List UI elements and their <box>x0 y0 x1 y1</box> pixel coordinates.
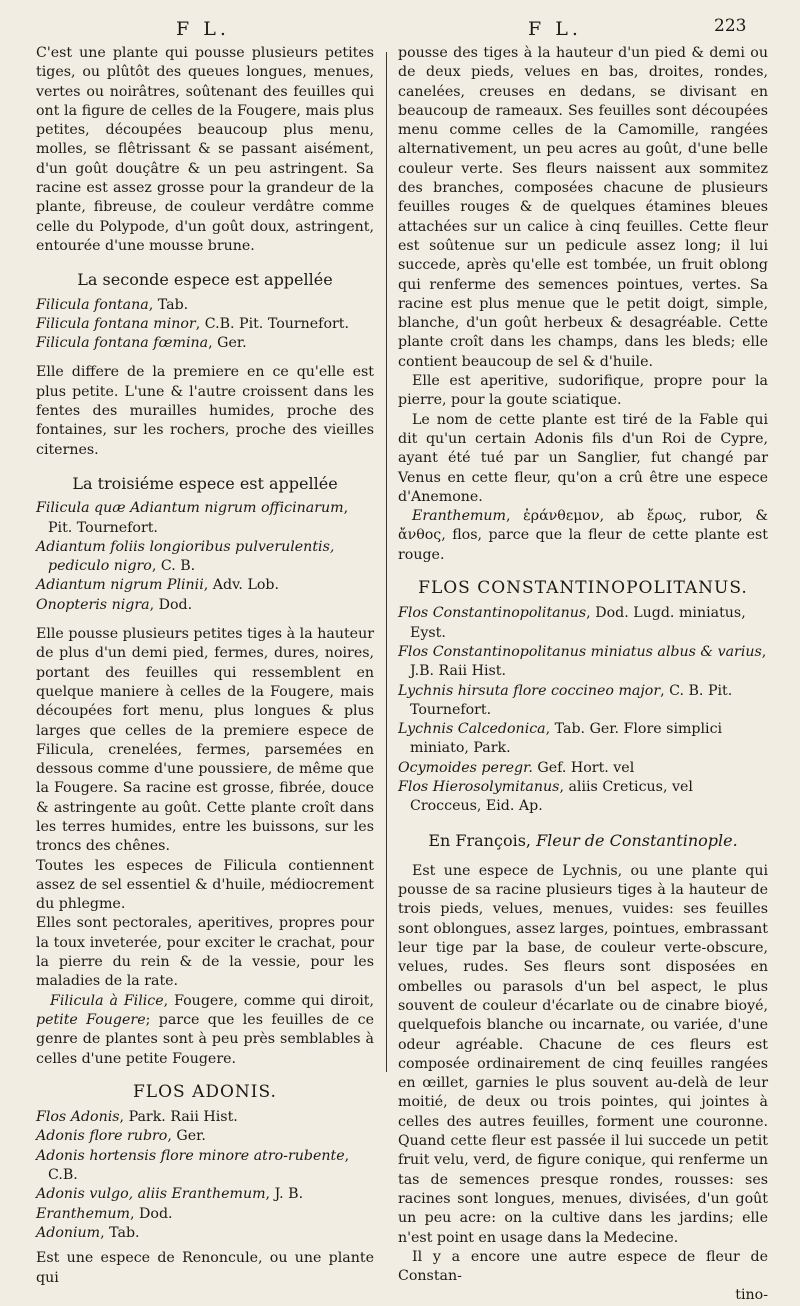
left-column <box>36 44 374 1288</box>
synonym-entry: Lychnis hirsuta flore coccineo major, C. B. Pit. Tournefort. <box>398 682 733 718</box>
catchword: tino- <box>735 1287 768 1304</box>
paragraph: Toutes les especes de Filicula contiennent assez de sel essentiel & d'huile, médiocrement du phlegme. <box>36 857 374 913</box>
paragraph: Elle pousse plusieurs petites tiges à la hauteur de plus d'un demi pied, fermes, dures, noires, portant des feuilles qui ressemblent en quelque maniere à celles de la Fougere, mais découpées fort menu, plus longues & plus larges que celles de la premiere espece de Filicula, crenelées, fermes, parsemées en dessous comme d'une poussiere, de même que la Fougere. Sa racine est grosse, fibrée, douce & astringente au goût. Cette plante croît dans les terres humides, entre les buissons, sur les troncs des chênes. <box>36 626 374 855</box>
column-divider <box>386 52 387 1072</box>
section-heading: FLOS ADONIS. <box>133 1081 277 1102</box>
synonym-entry: Onopteris nigra, Dod. <box>36 596 193 613</box>
paragraph: Elle differe de la premiere en ce qu'elle est plus petite. L'une & l'autre croissent dans les fentes des murailles humides, proche des fontaines, sur les rochers, proche des vieilles citernes. <box>36 364 374 458</box>
paragraph: Elles sont pectorales, aperitives, propres pour la toux inveterée, pour exciter le crachat, pour la pierre du rein & de la vessie, pour les maladies de la rate. <box>36 915 374 990</box>
synonym-entry: Flos Hierosolymitanus, aliis Creticus, vel Crocceus, Eid. Ap. <box>398 778 693 815</box>
synonym-entry: Adonium, Tab. <box>36 1224 140 1241</box>
page-number: 223 <box>714 16 747 36</box>
paragraph: pousse des tiges à la hauteur d'un pied & demi ou de deux pieds, velues en bas, droites, rondes, canelées, creuses en dedans, se divisant en beaucoup de rameaux. Ses feuilles sont découpées menu comme celles de la Camomille, rangées alternativement, un peu acres au goût, d'une belle couleur verte. Ses fleurs naissent aux sommitez des branches, composées chacune de plusieurs feuilles rouges & de quelques étamines bleues attachées sur un calice à cinq feuilles. Cette fleur est soûtenue sur un pedicule assez long; il lui succede, après qu'elle est tombée, un fruit oblong qui renferme des semences pointues, vertes. Sa racine est plus menue que le petit doigt, simple, blanche, d'un goût herbeux & desagréable. Cette plante croît dans les champs, dans les bleds; elle contient beaucoup de sel & d'huile. <box>398 45 768 370</box>
synonym-entry: Filicula fontana, Tab. <box>36 296 189 313</box>
synonym-entry: Filicula quæ Adiantum nigrum officinarum, Pit. Tournefort. <box>36 500 349 536</box>
section-heading: FLOS CONSTANTINOPOLITANUS. <box>418 578 748 599</box>
paragraph: Filicula à Filice, Fougere, comme qui diroit, petite Fougere; parce que les feuilles de ce genre de plantes sont à peu près semblables à celles d'une petite Fougere. <box>36 992 374 1067</box>
synonym-list <box>36 296 374 354</box>
synonym-entry: Ocymoides peregr. Gef. Hort. vel <box>398 759 635 776</box>
synonym-entry: Filicula fontana fœmina, Ger. <box>36 335 247 352</box>
synonym-entry: Eranthemum, Dod. <box>36 1205 173 1222</box>
paragraph: Il y a encore une autre espece de fleur de Constan- <box>398 1248 768 1285</box>
synonym-entry: Adonis hortensis flore minore atro-rubente, C.B. <box>36 1147 350 1184</box>
section-heading: La troisiéme espece est appellée <box>72 473 338 493</box>
synonym-list <box>36 1108 374 1243</box>
french-name: En François, Fleur de Constantinople. <box>428 830 738 850</box>
synonym-entry: Flos Adonis, Park. Raii Hist. <box>36 1109 238 1126</box>
paragraph: Le nom de cette plante est tiré de la Fable qui dit qu'un certain Adonis fils d'un Roi de Cypre, ayant été tué par un Sanglier, fut changé par Venus en cette fleur, qu'on a crû être une espece d'Anemone. <box>398 411 768 505</box>
paragraph: C'est une plante qui pousse plusieurs petites tiges, ou plûtôt des queues longues, menues, vertes ou noirâtres, soûtenant des feuilles qui ont la figure de celles de la Fougere, mais plus petites, découpées beaucoup plus menu, molles, se flêtrissant & se passant aisément, d'un goût douçâtre & un peu astringent. Sa racine est assez grosse pour la grandeur de la plante, fibreuse, de couleur verdâtre comme celle du Polypode, d'un goût doux, astringent, entourée d'une mousse brune. <box>36 45 374 254</box>
synonym-entry: Adonis vulgo, aliis Eranthemum, J. B. <box>36 1186 304 1203</box>
synonym-entry: Filicula fontana minor, C.B. Pit. Tournefort. <box>36 315 349 332</box>
paragraph: Est une espece de Renoncule, ou une plante qui <box>36 1250 374 1286</box>
running-head-right: F L. <box>528 18 582 40</box>
synonym-entry: Adonis flore rubro, Ger. <box>36 1128 206 1145</box>
synonym-entry: Lychnis Calcedonica, Tab. Ger. Flore simplici miniato, Park. <box>398 721 723 757</box>
paragraph: Eranthemum, ἐράνθεμον, ab ἔρως, rubor, & ἄνθος, flos, parce que la fleur de cette plante est rouge. <box>398 508 768 563</box>
synonym-entry: Flos Constantinopolitanus, Dod. Lugd. miniatus, Eyst. <box>398 605 746 641</box>
paragraph: Est une espece de Lychnis, ou une plante qui pousse de sa racine plusieurs tiges à la hauteur de trois pieds, velues, menues, vuides: ses feuilles sont oblongues, assez larges, pointues, embrassant leur tige par la base, de couleur verte-obscure, velues, rudes. Ses fleurs sont disposées en ombelles ou parasols d'un bel aspect, le plus souvent de couleur d'écarlate ou de cinabre bioyé, quelquefois blanche ou incarnate, ou variée, d'une odeur agréable. Chacune de ces fleurs est composée ordinairement de cinq feuilles rangées en œillet, garnies le plus souvent au-delà de leur moitié, de deux ou trois pointes, qui jointes à celles des autres feuilles, forment une couronne. Quand cette fleur est passée il lui succede un petit fruit velu, verd, de figure conique, qui renferme un tas de semences presque rondes, rousses: ses racines sont longues, menues, divisées, d'un goût un peu acre: on la cultive dans les jardins; elle n'est point en usage dans la Medecine. <box>398 862 768 1246</box>
running-head-left: F L. <box>176 18 230 40</box>
synonym-entry: Adiantum foliis longioribus pulverulentis, pediculo nigro, C. B. <box>36 538 335 575</box>
synonym-entry: Adiantum nigrum Plinii, Adv. Lob. <box>36 577 280 594</box>
synonym-list <box>398 604 768 816</box>
synonym-list <box>36 499 374 615</box>
paragraph: Elle est aperitive, sudorifique, propre pour la pierre, pour la goute sciatique. <box>398 373 768 409</box>
right-column <box>398 44 768 1306</box>
synonym-entry: Flos Constantinopolitanus miniatus albus & varius, J.B. Raii Hist. <box>398 643 767 680</box>
section-heading: La seconde espece est appellée <box>77 270 333 290</box>
